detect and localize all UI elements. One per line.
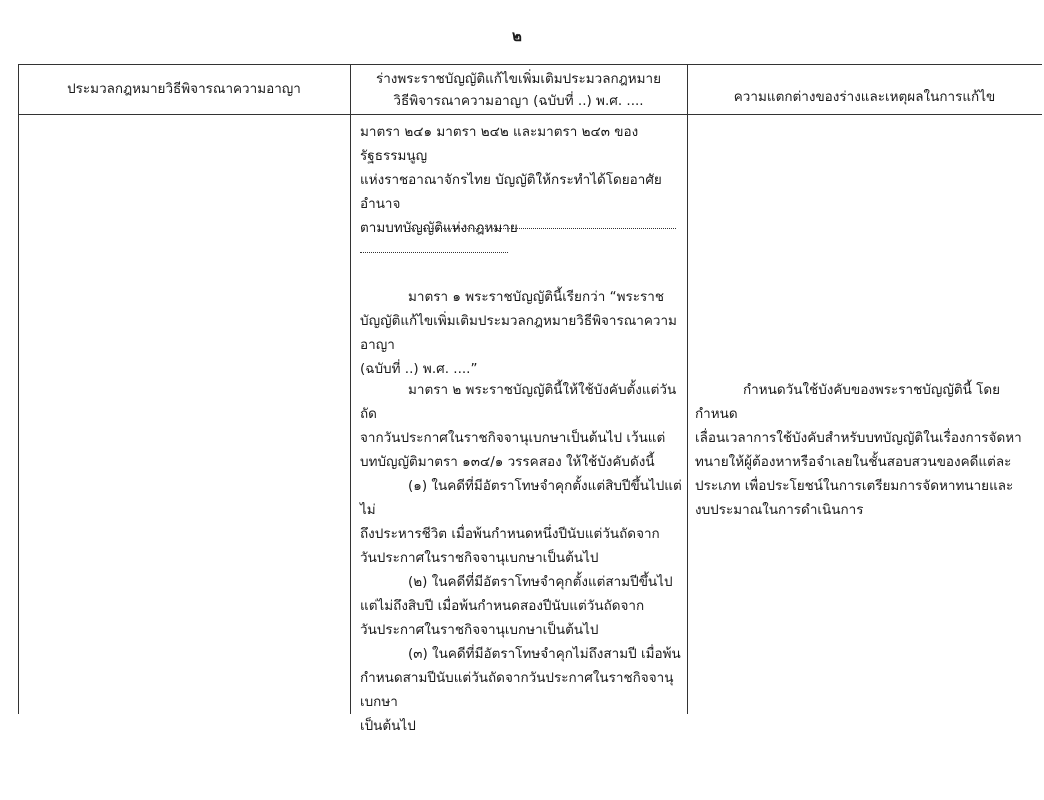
header-draft-act-line2: วิธีพิจารณาความอาญา (ฉบับที่ ..) พ.ศ. .... [393, 93, 644, 109]
dotted-fill-line [408, 228, 676, 229]
section-1-line: บัญญัติแก้ไขเพิ่มเติมประมวลกฎหมายวิธีพิจารณาความอาญา [360, 313, 677, 353]
column-divider-2 [687, 64, 688, 714]
item-1-line: วันประกาศในราชกิจจานุเบกษาเป็นต้นไป [360, 550, 599, 566]
page-number: ๒ [512, 27, 522, 45]
item-2-line: (๒) ในคดีที่มีอัตราโทษจำคุกตั้งแต่สามปีขึ้นไป [408, 574, 673, 590]
item-2-line: วันประกาศในราชกิจจานุเบกษาเป็นต้นไป [360, 622, 599, 638]
table-top-border [18, 64, 1042, 65]
reason-line: เลื่อนเวลาการใช้บังคับสำหรับบทบัญญัติในเรื่องการจัดหา [695, 430, 1022, 446]
header-draft-act [350, 68, 687, 112]
reason-line: งบประมาณในการดำเนินการ [695, 502, 864, 518]
draft-act-cell [360, 120, 685, 240]
item-3-line: กำหนดสามปีนับแต่วันถัดจากวันประกาศในราชกิจจานุเบกษา [360, 670, 674, 710]
header-draft-act-line1: ร่างพระราชบัญญัติแก้ไขเพิ่มเติมประมวลกฎหมาย [375, 71, 662, 87]
item-1-line: ถึงประหารชีวิต เมื่อพ้นกำหนดหนึ่งปีนับแต่วันถัดจาก [360, 526, 660, 542]
header-differences-reasons: ความแตกต่างของร่างและเหตุผลในการแก้ไข [733, 89, 996, 105]
section-2-line: มาตรา ๒ พระราชบัญญัตินี้ให้ใช้บังคับตั้งแต่วันถัด [360, 382, 677, 422]
section-2 [360, 378, 685, 738]
reason-line: ประเภท เพื่อประโยชน์ในการเตรียมการจัดหาทนายและ [695, 478, 1014, 494]
comparison-table [18, 64, 1042, 734]
item-3-line: เป็นต้นไป [360, 718, 416, 734]
reason-cell [695, 378, 1037, 522]
dotted-fill-line [360, 252, 508, 253]
table-left-border [18, 64, 19, 714]
column-divider-1 [350, 64, 351, 714]
section-1-line: (ฉบับที่ ..) พ.ศ. ....” [360, 361, 478, 377]
reason-line: กำหนดวันใช้บังคับของพระราชบัญญัตินี้ โดยกำหนด [695, 382, 1001, 422]
section-1 [360, 285, 685, 381]
section-2-line: บทบัญญัติมาตรา ๑๓๔/๑ วรรคสอง ให้ใช้บังคับดังนี้ [360, 454, 655, 470]
header-bottom-border [18, 114, 1042, 115]
item-3-line: (๓) ในคดีที่มีอัตราโทษจำคุกไม่ถึงสามปี เมื่อพ้น [408, 646, 681, 662]
item-1-line: (๑) ในคดีที่มีอัตราโทษจำคุกตั้งแต่สิบปีขึ้นไปแต่ไม่ [360, 478, 682, 518]
item-2-line: แต่ไม่ถึงสิบปี เมื่อพ้นกำหนดสองปีนับแต่วันถัดจาก [360, 598, 645, 614]
header-current-law: ประมวลกฎหมายวิธีพิจารณาความอาญา [67, 81, 301, 97]
preamble-line: มาตรา ๒๔๑ มาตรา ๒๔๒ และมาตรา ๒๔๓ ของรัฐธรรมนูญ [360, 124, 639, 164]
preamble-line: แห่งราชอาณาจักรไทย บัญญัติให้กระทำได้โดยอาศัยอำนาจ [360, 172, 662, 212]
preamble-line: ตามบทบัญญัติแห่งกฎหมาย [360, 220, 518, 236]
section-2-line: จากวันประกาศในราชกิจจานุเบกษาเป็นต้นไป เว้นแต่ [360, 430, 666, 446]
reason-line: ทนายให้ผู้ต้องหาหรือจำเลยในชั้นสอบสวนของคดีแต่ละ [695, 454, 1012, 470]
section-1-line: มาตรา ๑ พระราชบัญญัตินี้เรียกว่า “พระราช [408, 289, 664, 305]
